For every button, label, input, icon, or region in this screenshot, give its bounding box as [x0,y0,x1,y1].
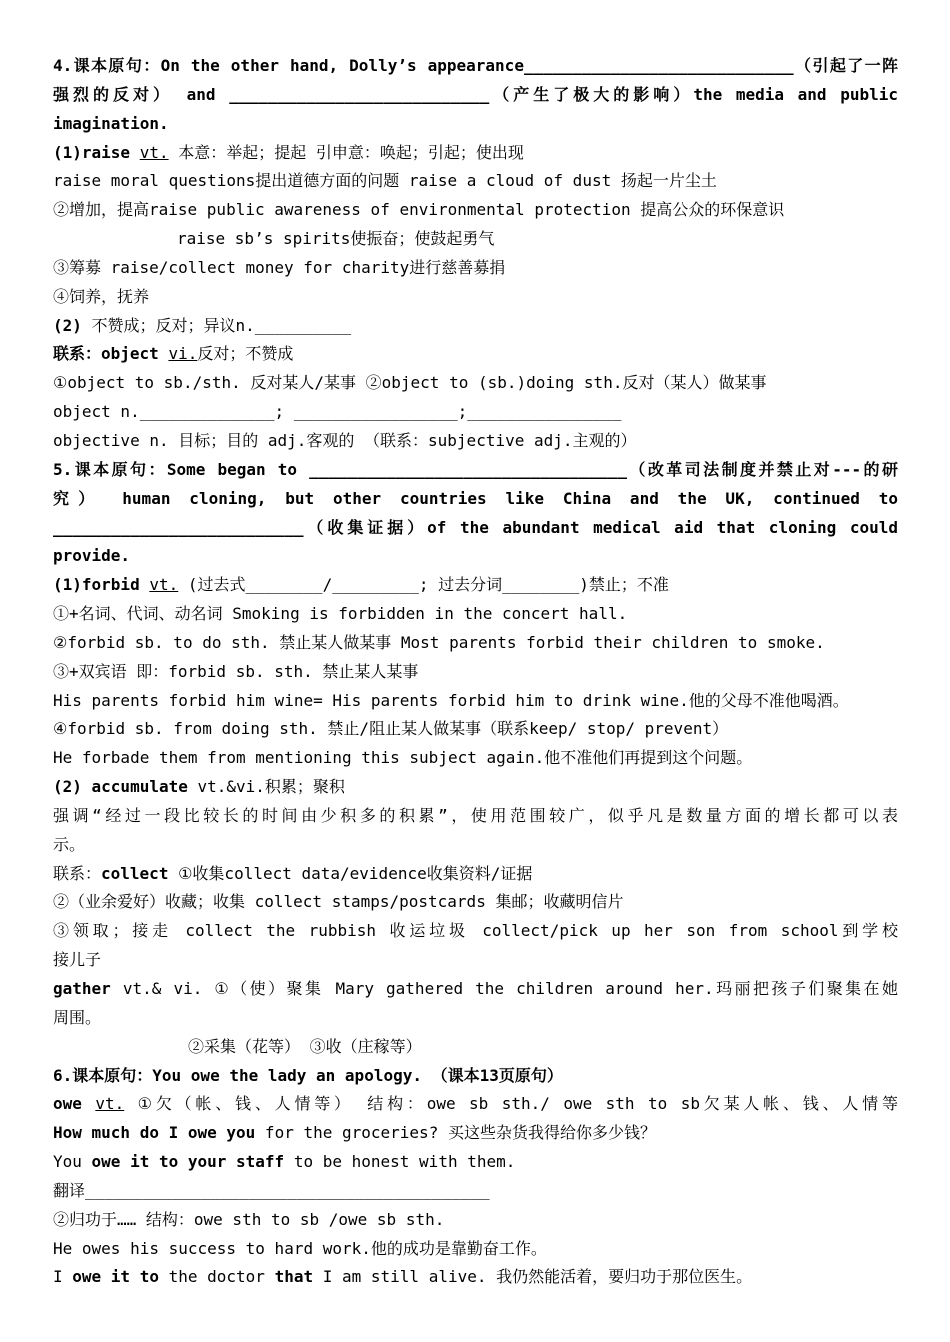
link-label: 联系： [53,863,102,883]
owe-sense-2: ②归功于…… 结构：owe sth to sb /owe sb sth. [53,1209,445,1229]
translation-blank: __________________________________________ [85,1180,490,1200]
owe-example-4-end: I am still alive. 我仍然能活着，要归功于那位医生。 [313,1267,753,1287]
owe-example-4-mid: the doctor [158,1267,275,1287]
item-5-heading: 5.课本原句：Some began to _________________________________（改革司法制度并禁止对---的研 [53,459,898,479]
forbid-example-4: He forbade them from mentioning this subject again.他不准他们再提到这个问题。 [53,748,753,768]
item-4-heading: 4.课本原句：On the other hand, Dolly’s appearance____________________________（引起了一阵 [53,56,898,75]
object-noun-blank [53,312,898,341]
item-5-heading-cont-2: __________________________（收集证据）of the abundant medical aid that cloning could [53,517,898,537]
pos-tag: vt. [95,1094,125,1114]
forbid-definition [53,571,898,600]
gather-headword: gather [53,979,111,998]
owe-example-4-bold-2: that [274,1267,314,1287]
owe-definition [53,1090,898,1119]
collect-sense-1: ①收集collect data/evidence收集资料/证据 [168,863,533,883]
owe-example-4-start: I [53,1267,73,1287]
owe-example-4 [53,1263,898,1292]
item-4-heading-end: imagination. [53,113,169,133]
object-noun-text: 不赞成；反对；异议n.__________ [91,315,352,335]
raise-sense-2: ②增加，提高raise public awareness of environmental protection 提高公众的环保意识 [53,200,785,220]
object-noun-blanks: object n.______________; _________________;________________ [53,402,622,422]
object-usages: ①object to sb./sth. 反对某人/某事 ②object to (sb.)doing sth.反对（某人）做某事 [53,373,767,393]
objective-definition: objective n. 目标；目的 adj.客观的 （联系：subjective adj.主观的） [53,430,637,450]
owe-sense-1: ①欠（帐、钱、人情等） 结构：owe sb sth./ owe sth to sb欠某人帐、钱、人情等 [124,1094,898,1114]
forbid-usage-1: ①+名词、代词、动名词 Smoking is forbidden in the concert hall. [53,604,628,624]
accumulate-note-end: 示。 [53,834,86,854]
object-headword: 联系：object [53,344,169,364]
subitem-number: (2) [53,315,92,335]
raise-sense-4: ④饲养，抚养 [53,286,150,306]
forbid-usage-2: ②forbid sb. to do sth. 禁止某人做某事 Most parents forbid their children to smoke. [53,632,825,652]
translation-label: 翻译 [53,1180,86,1200]
gather-senses-2-3: ②采集（花等） ③收（庄稼等） [188,1036,422,1056]
owe-example-1-bold: How much do I owe you [53,1123,256,1143]
raise-definition [53,139,898,168]
raise-meaning: 本意：举起；提起 引申意：唤起；引起；使出现 [168,142,524,162]
forbid-headword: (1)forbid [53,575,150,595]
item-5-heading-end: provide. [53,546,131,566]
gather-sense-1-end: 周围。 [53,1007,102,1027]
forbid-usage-3: ③+双宾语 即：forbid sb. sth. 禁止某人某事 [53,661,419,681]
owe-headword: owe [53,1094,82,1114]
raise-headword: (1)raise [53,142,140,162]
forbid-usage-4: ④forbid sb. from doing sth. 禁止/阻止某人做某事（联系keep/ stop/ prevent） [53,719,729,739]
owe-example-2-bold: owe it to your staff [91,1152,285,1172]
owe-example-2-end: to be honest with them. [284,1152,516,1172]
raise-example-2: raise sb’s spirits使振奋；使鼓起勇气 [177,229,495,249]
collect-sense-3-end: 接儿子 [53,950,102,970]
item-6-heading: 6.课本原句：You owe the lady an apology. （课本13页原句） [53,1065,563,1085]
collect-sense-2: ②（业余爱好）收藏；收集 collect stamps/postcards 集邮；收藏明信片 [53,892,624,912]
pos-tag: vt. [149,575,179,595]
accumulate-definition [53,773,898,802]
pos-tag: vt. [139,142,169,162]
accumulate-headword: (2) accumulate [53,777,188,797]
owe-example-1-rest: for the groceries? 买这些杂货我得给你多少钱？ [255,1123,656,1143]
translation-line [53,1177,898,1206]
raise-sense-3: ③筹募 raise/collect money for charity进行慈善募捐 [53,257,506,277]
owe-example-4-bold-1: owe it to [72,1267,159,1287]
item-5-heading-cont: 究） human cloning, but other countries like China and the UK, continued to [53,488,898,508]
accumulate-meaning: vt.&vi.积累；聚积 [187,777,345,797]
forbid-example-3: His parents forbid him wine= His parents forbid him to drink wine.他的父母不准他喝酒。 [53,690,849,710]
gather-sense-1: vt.& vi. ①（使）聚集 Mary gathered the children around her.玛丽把孩子们聚集在她 [110,979,898,998]
gather-definition [53,975,898,1004]
pos-tag: vi. [168,344,198,364]
owe-example-1 [53,1119,898,1148]
item-4-heading-cont: 强烈的反对） and ___________________________（产生了极大的影响）the media and public [53,84,898,104]
forbid-forms: (过去式________/_________; 过去分词________)禁止；不准 [178,575,669,595]
collect-headword: collect [101,863,169,883]
object-link [53,340,898,369]
owe-example-2-start: You [53,1152,92,1172]
owe-example-3: He owes his success to hard work.他的成功是靠勤奋工作。 [53,1238,547,1258]
accumulate-note: 强调“经过一段比较长的时间由少积多的积累”，使用范围较广，似乎凡是数量方面的增长都可以表 [53,805,898,825]
owe-example-2 [53,1148,898,1177]
collect-sense-3: ③领取；接走 collect the rubbish 收运垃圾 collect/pick up her son from school到学校 [53,921,898,941]
collect-definition [53,860,898,889]
object-meaning: 反对；不赞成 [197,344,294,364]
raise-example-1: raise moral questions提出道德方面的问题 raise a cloud of dust 扬起一片尘土 [53,171,717,191]
